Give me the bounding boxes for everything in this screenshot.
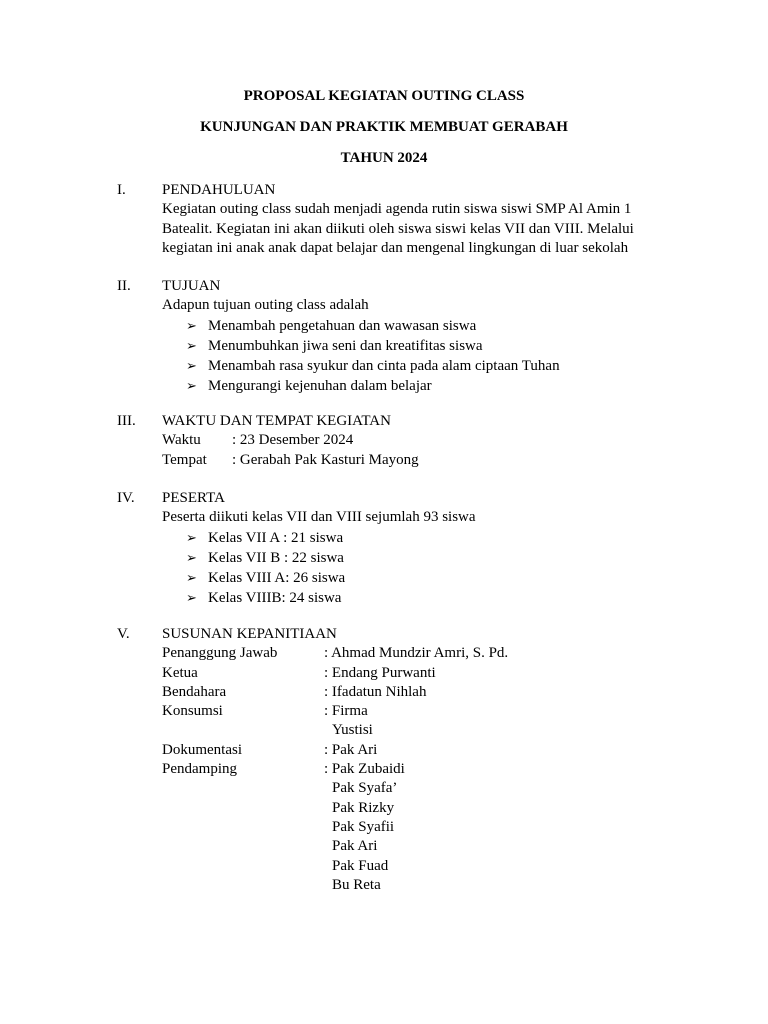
committee-member-continued: Pak Syafii [332, 818, 395, 835]
section-number: V. [117, 626, 130, 642]
list-item: ➢ Menambah rasa syukur dan cinta pada alam ciptaan Tuhan [186, 358, 560, 375]
paragraph-line: Batealit. Kegiatan ini akan diikuti oleh siswa siswi kelas VII dan VIII. Melalui [162, 220, 634, 237]
committee-row [162, 644, 722, 663]
paragraph-line: Kegiatan outing class sudah menjadi agenda rutin siswa siswi SMP Al Amin 1 [162, 201, 632, 218]
section-heading: TUJUAN [162, 278, 221, 294]
arrowhead-bullet-icon: ➢ [186, 358, 197, 374]
committee-role: Konsumsi [162, 703, 223, 720]
committee-role: Pendamping [162, 761, 237, 778]
section-number: II. [117, 278, 131, 294]
committee-member: : Firma [324, 703, 368, 720]
arrowhead-bullet-icon: ➢ [186, 570, 197, 586]
list-item: ➢ Kelas VII A : 21 siswa [186, 529, 344, 546]
section-heading: PESERTA [162, 490, 225, 506]
arrowhead-bullet-icon: ➢ [186, 378, 197, 394]
committee-row [162, 683, 722, 702]
list-item: ➢ Kelas VII B : 22 siswa [186, 549, 344, 566]
committee-role: Ketua [162, 664, 198, 681]
waktu-row [162, 431, 722, 450]
section-heading: WAKTU DAN TEMPAT KEGIATAN [162, 413, 391, 429]
committee-member: : Ifadatun Nihlah [324, 683, 427, 700]
document-title: PROPOSAL KEGIATAN OUTING CLASS [243, 88, 525, 104]
arrowhead-bullet-icon: ➢ [186, 337, 197, 353]
committee-member: : Ahmad Mundzir Amri, S. Pd. [324, 645, 509, 662]
arrowhead-bullet-icon: ➢ [186, 529, 197, 545]
section-number: I. [117, 182, 126, 198]
committee-member-continued: Bu Reta [332, 876, 381, 893]
committee-row [162, 664, 722, 683]
committee-role: Dokumentasi [162, 741, 242, 758]
document-subtitle: KUNJUNGAN DAN PRAKTIK MEMBUAT GERABAH [200, 119, 568, 135]
list-item: ➢ Kelas VIII A: 26 siswa [186, 570, 346, 587]
committee-row [162, 741, 722, 760]
committee-member-continued: Yustisi [332, 722, 373, 739]
arrowhead-bullet-icon: ➢ [186, 317, 197, 333]
arrowhead-bullet-icon: ➢ [186, 549, 197, 565]
committee-member: : Pak Ari [324, 741, 378, 758]
tempat-label: Tempat [162, 451, 207, 468]
list-item: ➢ Menambah pengetahuan dan wawasan siswa [186, 317, 477, 334]
committee-member: : Pak Zubaidi [324, 761, 405, 778]
list-item: ➢ Menumbuhkan jiwa seni dan kreatifitas siswa [186, 337, 483, 354]
committee-member-continued: Pak Syafa’ [332, 780, 398, 797]
tempat-value: : Gerabah Pak Kasturi Mayong [232, 451, 419, 468]
arrowhead-bullet-icon: ➢ [186, 590, 197, 606]
committee-role: Penanggung Jawab [162, 645, 278, 662]
committee-member-continued: Pak Fuad [332, 857, 389, 874]
list-item: ➢ Kelas VIIIB: 24 siswa [186, 590, 342, 607]
committee-row [162, 702, 722, 721]
committee-role: Bendahara [162, 683, 227, 700]
waktu-label: Waktu [162, 432, 201, 449]
committee-member: : Endang Purwanti [324, 664, 436, 681]
waktu-value: : 23 Desember 2024 [232, 432, 354, 449]
paragraph-line: kegiatan ini anak anak dapat belajar dan mengenal lingkungan di luar sekolah [162, 239, 629, 256]
committee-member-continued: Pak Rizky [332, 799, 395, 816]
document-year: TAHUN 2024 [340, 150, 428, 166]
tempat-row [162, 451, 722, 470]
section-number: IV. [117, 490, 135, 506]
section-heading: PENDAHULUAN [162, 182, 276, 198]
section-intro: Peserta diikuti kelas VII dan VIII sejumlah 93 siswa [162, 509, 476, 526]
section-intro: Adapun tujuan outing class adalah [162, 297, 369, 314]
committee-member-continued: Pak Ari [332, 838, 378, 855]
committee-row [162, 760, 722, 779]
section-heading: SUSUNAN KEPANITIAAN [162, 626, 337, 642]
list-item: ➢ Mengurangi kejenuhan dalam belajar [186, 378, 432, 395]
section-number: III. [117, 413, 136, 429]
